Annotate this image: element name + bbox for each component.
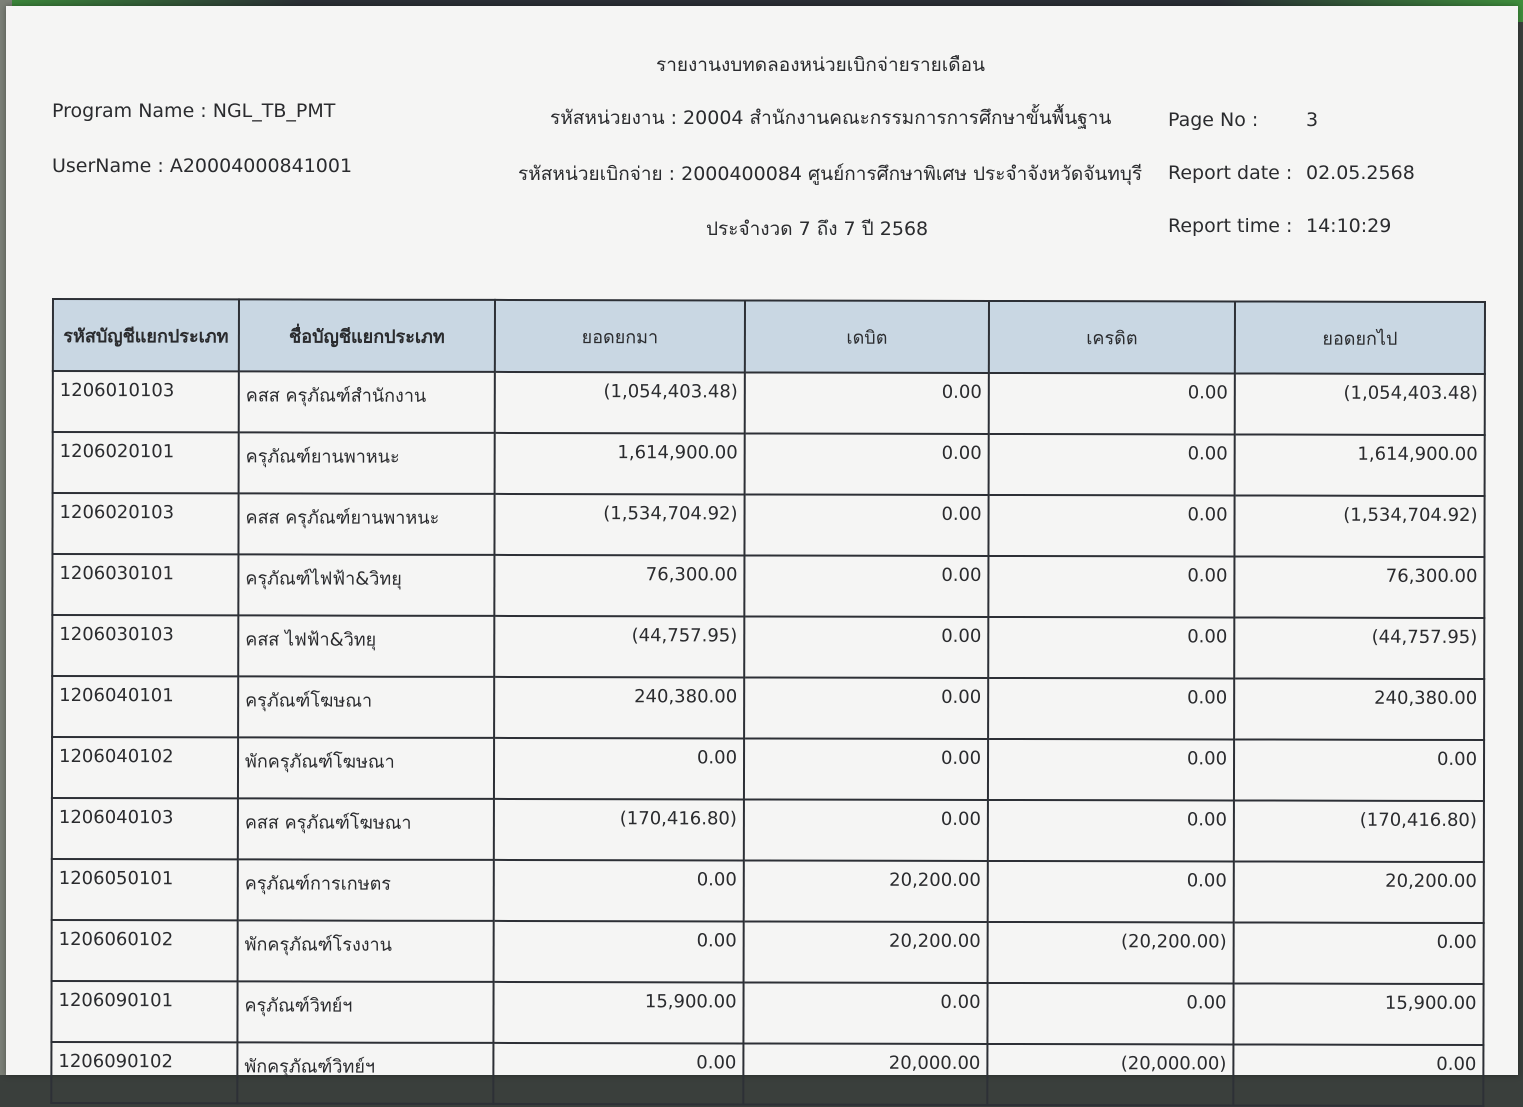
table-row bbox=[51, 1042, 1483, 1106]
credit-cell: 0.00 bbox=[988, 739, 1234, 801]
account-code-cell: 1206030101 bbox=[52, 554, 238, 615]
table-row bbox=[52, 798, 1484, 862]
debit-cell: 0.00 bbox=[744, 799, 988, 861]
agency-unit: รหัสหน่วยงาน : 20004 สำนักงานคณะกรรมการการศึกษาขั้นพื้นฐาน bbox=[550, 107, 1112, 129]
account-code-cell: 1206090102 bbox=[51, 1042, 237, 1103]
debit-cell: 0.00 bbox=[744, 677, 988, 739]
account-name-cell: พักครุภัณฑ์โฆษณา bbox=[238, 737, 494, 799]
brought-forward-cell: (1,534,704.92) bbox=[494, 494, 744, 556]
table-row bbox=[52, 615, 1484, 679]
account-code-cell: 1206010103 bbox=[53, 371, 239, 432]
carried-forward-cell: 240,380.00 bbox=[1234, 678, 1484, 740]
debit-cell: 0.00 bbox=[744, 494, 988, 556]
brought-forward-cell: 0.00 bbox=[494, 738, 744, 800]
account-name-cell: ครุภัณฑ์โฆษณา bbox=[238, 676, 494, 738]
account-code-cell: 1206030103 bbox=[52, 615, 238, 676]
credit-cell: 0.00 bbox=[988, 678, 1234, 740]
account-code-cell: 1206060102 bbox=[52, 920, 238, 981]
program-name: Program Name : NGL_TB_PMT bbox=[52, 100, 336, 122]
account-name-cell: คสส ครุภัณฑ์สำนักงาน bbox=[239, 371, 495, 433]
table-header-row bbox=[53, 299, 1485, 374]
credit-cell: 0.00 bbox=[987, 983, 1233, 1045]
debit-cell: 0.00 bbox=[743, 982, 987, 1044]
table-row bbox=[52, 493, 1484, 557]
header-carried-forward: ยอดยกไป bbox=[1235, 301, 1485, 374]
table-row bbox=[53, 371, 1485, 435]
credit-cell: 0.00 bbox=[988, 861, 1234, 923]
report-date-value: 02.05.2568 bbox=[1306, 162, 1415, 184]
carried-forward-cell: (170,416.80) bbox=[1234, 800, 1484, 862]
carried-forward-cell: 0.00 bbox=[1234, 922, 1484, 984]
debit-cell: 0.00 bbox=[744, 616, 988, 678]
carried-forward-cell: 76,300.00 bbox=[1234, 556, 1484, 618]
account-name-cell: พักครุภัณฑ์โรงงาน bbox=[238, 920, 494, 982]
report-time-value: 14:10:29 bbox=[1306, 215, 1392, 237]
debit-cell: 0.00 bbox=[745, 433, 989, 495]
debit-cell: 0.00 bbox=[744, 738, 988, 800]
trial-balance-table bbox=[50, 298, 1486, 1107]
account-name-cell: ครุภัณฑ์ยานพาหนะ bbox=[239, 432, 495, 494]
header-credit: เครดิต bbox=[989, 301, 1235, 374]
account-name-cell: ครุภัณฑ์ไฟฟ้า&วิทยุ bbox=[238, 554, 494, 616]
brought-forward-cell: 240,380.00 bbox=[494, 677, 744, 739]
carried-forward-cell: (1,534,704.92) bbox=[1234, 495, 1484, 557]
carried-forward-cell: (44,757.95) bbox=[1234, 617, 1484, 679]
report-sheet bbox=[6, 6, 1518, 1078]
account-code-cell: 1206040103 bbox=[52, 798, 238, 859]
brought-forward-cell: 76,300.00 bbox=[494, 555, 744, 617]
debit-cell: 0.00 bbox=[744, 555, 988, 617]
carried-forward-cell: 20,200.00 bbox=[1234, 861, 1484, 923]
header-account-code: รหัสบัญชีแยกประเภท bbox=[53, 299, 239, 371]
credit-cell: 0.00 bbox=[989, 373, 1235, 435]
carried-forward-cell: 0.00 bbox=[1234, 739, 1484, 801]
credit-cell: 0.00 bbox=[988, 556, 1234, 618]
credit-cell: 0.00 bbox=[988, 617, 1234, 679]
carried-forward-cell: 15,900.00 bbox=[1233, 983, 1483, 1045]
table-row bbox=[52, 676, 1484, 740]
account-name-cell: คสส ครุภัณฑ์ยานพาหนะ bbox=[238, 493, 494, 555]
account-code-cell: 1206040102 bbox=[52, 737, 238, 798]
account-code-cell: 1206090101 bbox=[51, 981, 237, 1042]
user-name: UserName : A20004000841001 bbox=[52, 155, 353, 177]
report-date-label: Report date : bbox=[1168, 162, 1293, 184]
account-code-cell: 1206020101 bbox=[53, 432, 239, 493]
brought-forward-cell: (1,054,403.48) bbox=[495, 372, 745, 434]
debit-cell: 20,200.00 bbox=[744, 860, 988, 922]
credit-cell: 0.00 bbox=[988, 495, 1234, 557]
account-code-cell: 1206040101 bbox=[52, 676, 238, 737]
carried-forward-cell: 1,614,900.00 bbox=[1235, 434, 1485, 496]
account-code-cell: 1206020103 bbox=[52, 493, 238, 554]
account-code-cell: 1206050101 bbox=[52, 859, 238, 920]
brought-forward-cell: (170,416.80) bbox=[494, 799, 744, 861]
credit-cell: (20,200.00) bbox=[988, 922, 1234, 984]
carried-forward-cell: 0.00 bbox=[1233, 1044, 1483, 1106]
report-title: รายงานงบทดลองหน่วยเบิกจ่ายรายเดือน bbox=[656, 54, 986, 76]
account-name-cell: พักครุภัณฑ์วิทย์ฯ bbox=[237, 1042, 493, 1104]
header-brought-forward: ยอดยกมา bbox=[495, 300, 745, 373]
disbursement-unit: รหัสหน่วยเบิกจ่าย : 2000400084 ศูนย์การศึกษาพิเศษ ประจำจังหวัดจันทบุรี bbox=[518, 163, 1143, 185]
page-no-label: Page No : bbox=[1168, 109, 1259, 131]
brought-forward-cell: 0.00 bbox=[494, 921, 744, 983]
report-time-label: Report time : bbox=[1168, 215, 1293, 237]
carried-forward-cell: (1,054,403.48) bbox=[1235, 373, 1485, 435]
page-no-value: 3 bbox=[1306, 109, 1319, 131]
account-name-cell: ครุภัณฑ์วิทย์ฯ bbox=[237, 981, 493, 1043]
debit-cell: 20,000.00 bbox=[743, 1043, 987, 1105]
header-debit: เดบิต bbox=[745, 300, 989, 373]
table-row bbox=[52, 920, 1484, 984]
debit-cell: 0.00 bbox=[745, 372, 989, 434]
brought-forward-cell: 0.00 bbox=[494, 860, 744, 922]
table-row bbox=[53, 432, 1485, 496]
table-body bbox=[51, 371, 1485, 1106]
table-row bbox=[51, 981, 1483, 1045]
brought-forward-cell: (44,757.95) bbox=[494, 616, 744, 678]
credit-cell: 0.00 bbox=[989, 434, 1235, 496]
credit-cell: 0.00 bbox=[988, 800, 1234, 862]
credit-cell: (20,000.00) bbox=[987, 1044, 1233, 1106]
report-period: ประจำงวด 7 ถึง 7 ปี 2568 bbox=[706, 218, 929, 240]
table-row bbox=[52, 737, 1484, 801]
table-row bbox=[52, 554, 1484, 618]
header-account-name: ชื่อบัญชีแยกประเภท bbox=[239, 299, 495, 372]
brought-forward-cell: 1,614,900.00 bbox=[495, 433, 745, 495]
account-name-cell: ครุภัณฑ์การเกษตร bbox=[238, 859, 494, 921]
brought-forward-cell: 0.00 bbox=[493, 1043, 743, 1105]
brought-forward-cell: 15,900.00 bbox=[493, 982, 743, 1044]
debit-cell: 20,200.00 bbox=[744, 921, 988, 983]
account-name-cell: คสส ไฟฟ้า&วิทยุ bbox=[238, 615, 494, 677]
account-name-cell: คสส ครุภัณฑ์โฆษณา bbox=[238, 798, 494, 860]
table-row bbox=[52, 859, 1484, 923]
